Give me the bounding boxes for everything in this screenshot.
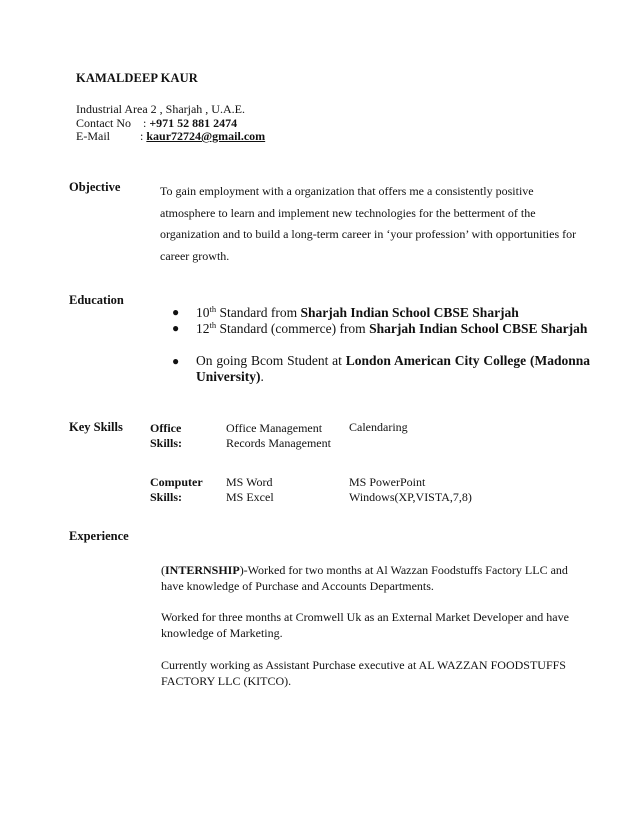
email-row [76, 129, 266, 144]
skill-list-computer-1 [226, 475, 274, 504]
key-skills-heading: Key Skills [69, 420, 123, 434]
email-label: E-Mail [76, 129, 110, 143]
contact-sep: : [143, 116, 150, 130]
education-item-3: ● On going Bcom Student at London American City College (Madonna University). [172, 353, 590, 384]
email-value-wrap [140, 129, 265, 144]
experience-item-3: Currently working as Assistant Purchase executive at AL WAZZAN FOODSTUFFS FACTORY LLC (KITCO). [161, 658, 566, 688]
bullet-icon: ● [172, 321, 180, 335]
contact-number: +971 52 881 2474 [149, 116, 238, 130]
skill-item: MS Word [226, 475, 273, 489]
skill-group-title-computer: Computer Skills: [150, 475, 203, 504]
skill-list-computer-2 [349, 475, 472, 504]
email-sep: : [140, 129, 147, 143]
contact-label: Contact No [76, 116, 131, 130]
skill-list-office-1 [226, 421, 331, 450]
address: Industrial Area 2 , Sharjah , U.A.E. [76, 102, 245, 116]
skill-item: MS PowerPoint [349, 475, 426, 489]
skill-item: Office Management [226, 421, 323, 435]
experience-heading: Experience [69, 529, 129, 543]
experience-item-1: (INTERNSHIP)-Worked for two months at Al Wazzan Foodstuffs Factory LLC and have knowledge of Purchase and Accounts Departments. [161, 563, 568, 593]
education-heading: Education [69, 293, 124, 307]
skill-item: Calendaring [349, 420, 408, 434]
bullet-icon: ● [172, 354, 180, 368]
skill-group-title-office: Office Skills: [150, 421, 183, 450]
bullet-icon: ● [172, 305, 180, 319]
email-link[interactable]: kaur72724@gmail.com [146, 129, 266, 143]
education-item-2: ● 12th Standard (commerce) from Sharjah Indian School CBSE Sharjah [172, 320, 588, 336]
skill-item: MS Excel [226, 489, 274, 504]
education-item-1: ● 10th Standard from Sharjah Indian School CBSE Sharjah [172, 304, 519, 320]
skill-item: Records Management [226, 435, 331, 450]
objective-heading: Objective [69, 180, 121, 194]
objective-text: To gain employment with a organization that offers me a consistently positive atmosphere to learn and implement new technologies for the betterment of the organization and to build a long-term career in ‘your profession’ with opportunities for career growth. [160, 184, 577, 263]
experience-item-2: Worked for three months at Cromwell Uk as an External Market Developer and have knowledge of Marketing. [161, 610, 569, 640]
skill-list-office-2 [349, 420, 408, 435]
skill-item: Windows(XP,VISTA,7,8) [349, 489, 472, 504]
candidate-name: KAMALDEEP KAUR [76, 71, 198, 85]
